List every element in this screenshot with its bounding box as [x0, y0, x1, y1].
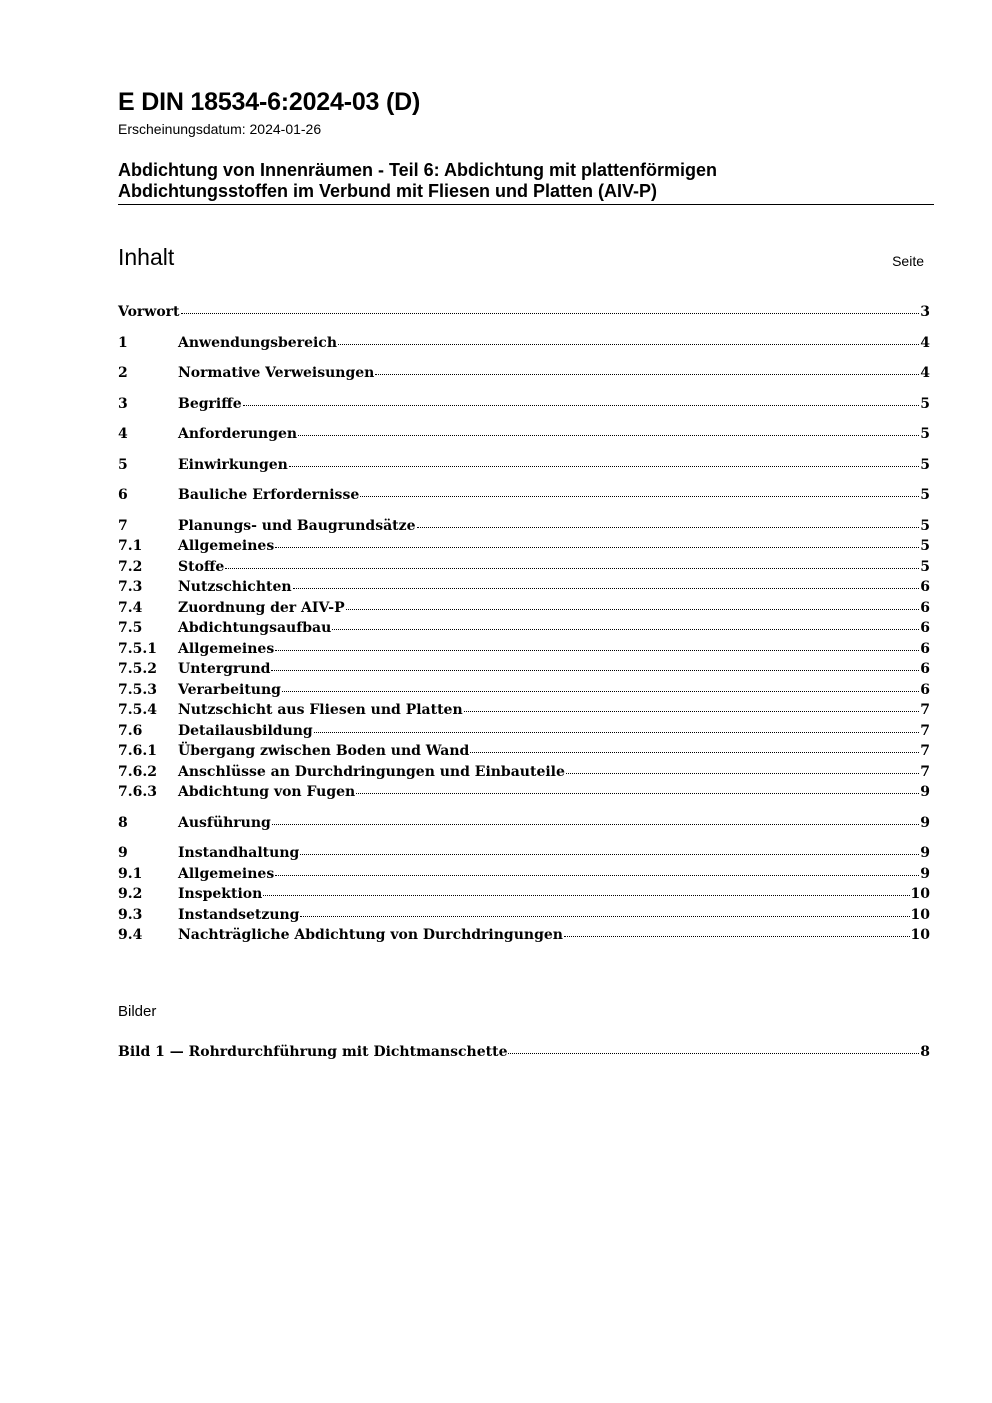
toc-dot-leader [566, 763, 919, 774]
toc-entry[interactable] [118, 843, 930, 864]
toc-entry-label: Zuordnung der AIV-P [178, 599, 345, 616]
toc-entry-number: 7.5 [118, 620, 143, 636]
figure-dot-leader [508, 1043, 919, 1054]
toc-entry-page: 10 [910, 906, 930, 923]
toc-entry[interactable] [118, 639, 930, 660]
toc-entry-page: 4 [920, 365, 930, 381]
toc-entry-page: 7 [920, 763, 930, 780]
toc-entry-label: Begriffe [178, 395, 242, 412]
toc-entry-number: 7.4 [118, 599, 143, 616]
toc-entry-label: Planungs- und Baugrundsätze [178, 517, 416, 534]
toc-entry[interactable] [118, 741, 930, 762]
toc-entry-number: 8 [118, 814, 128, 831]
toc-entry-number: 2 [118, 365, 128, 381]
publication-date: Erscheinungsdatum: 2024-01-26 [118, 121, 322, 137]
toc-entry-label: Inspektion [178, 886, 263, 902]
toc-entry-page: 6 [920, 681, 930, 698]
toc-entry-page: 5 [920, 487, 930, 503]
toc-entry-number: 9.1 [118, 865, 143, 882]
toc-entry[interactable] [118, 302, 930, 323]
toc-entry-page: 7 [920, 702, 930, 718]
toc-entry-page: 3 [920, 304, 930, 320]
toc-dot-leader [271, 660, 919, 671]
toc-dot-leader [298, 425, 919, 436]
toc-entry-label: Anforderungen [178, 426, 298, 442]
toc-entry-page: 7 [920, 743, 930, 759]
toc-entry[interactable] [118, 618, 930, 639]
toc-dot-leader [564, 926, 910, 937]
toc-entry-label: Ausführung [178, 814, 271, 831]
toc-entry-page: 6 [920, 620, 930, 636]
toc-entry-page: 4 [920, 334, 930, 351]
toc-entry[interactable] [118, 394, 930, 415]
toc-entry-label: Nutzschichten [178, 579, 292, 595]
toc-dot-leader [314, 722, 920, 733]
toc-dot-leader [346, 599, 920, 610]
toc-entry-number: 7.5.1 [118, 640, 157, 657]
contents-heading: Inhalt [118, 244, 175, 270]
toc-entry-page: 5 [920, 558, 930, 575]
toc-dot-leader [275, 537, 919, 548]
title-line-1: Abdichtung von Innenräumen - Teil 6: Abdichtung mit plattenförmigen [118, 160, 717, 180]
toc-entry-number: 7.1 [118, 538, 143, 554]
toc-entry[interactable] [118, 813, 930, 834]
toc-entry-page: 5 [920, 456, 930, 473]
toc-entry[interactable] [118, 424, 930, 445]
toc-entry[interactable] [118, 598, 930, 619]
toc-entry[interactable] [118, 516, 930, 537]
toc-entry-label: Nachträgliche Abdichtung von Durchdringungen [178, 927, 563, 943]
toc-dot-leader [289, 456, 919, 467]
toc-entry-label: Vorwort [118, 304, 180, 320]
toc-dot-leader [417, 517, 920, 528]
toc-entry-label: Allgemeines [178, 538, 275, 554]
toc-entry-label: Instandsetzung [178, 906, 300, 923]
toc-entry-label: Übergang zwischen Boden und Wand [178, 743, 470, 759]
toc-entry-number: 9 [118, 845, 128, 861]
list-of-figures [118, 1042, 930, 1063]
toc-entry-page: 9 [920, 845, 930, 861]
title-line-2: Abdichtungsstoffen im Verbund mit Fliesen und Platten (AIV-P) [118, 181, 658, 201]
toc-entry-label: Verarbeitung [178, 681, 281, 698]
toc-dot-leader [300, 906, 909, 917]
toc-entry-label: Nutzschicht aus Fliesen und Platten [178, 702, 463, 718]
toc-entry[interactable] [118, 762, 930, 783]
toc-entry-page: 6 [920, 661, 930, 677]
toc-entry-label: Allgemeines [178, 640, 275, 657]
toc-entry[interactable] [118, 864, 930, 885]
toc-dot-leader [272, 814, 919, 825]
toc-entry[interactable] [118, 577, 930, 598]
toc-entry-label: Normative Verweisungen [178, 365, 375, 381]
toc-entry-page: 6 [920, 599, 930, 616]
toc-dot-leader [275, 640, 919, 651]
toc-entry-number: 7.5.2 [118, 661, 157, 677]
toc-dot-leader [181, 303, 920, 314]
toc-dot-leader [300, 844, 919, 855]
toc-entry-page: 9 [920, 784, 930, 800]
toc-dot-leader [263, 885, 909, 896]
toc-entry-number: 9.3 [118, 906, 143, 923]
toc-entry-page: 6 [920, 640, 930, 657]
toc-entry-number: 3 [118, 395, 128, 412]
toc-entry[interactable] [118, 884, 930, 905]
toc-entry-number: 7.3 [118, 579, 143, 595]
toc-entry-number: 7.6.2 [118, 763, 157, 780]
toc-entry-number: 7.6.1 [118, 743, 157, 759]
toc-entry[interactable] [118, 721, 930, 742]
toc-entry[interactable] [118, 659, 930, 680]
toc-entry-page: 9 [920, 814, 930, 831]
toc-dot-leader [275, 865, 919, 876]
toc-entry-page: 5 [920, 395, 930, 412]
toc-entry-page: 10 [910, 927, 930, 943]
toc-entry[interactable] [118, 363, 930, 384]
document-id: E DIN 18534-6:2024-03 (D) [118, 88, 421, 116]
toc-dot-leader [332, 619, 919, 630]
toc-entry-page: 7 [920, 722, 930, 739]
toc-entry-number: 9.4 [118, 927, 143, 943]
table-of-contents [118, 302, 930, 946]
toc-entry-label: Stoffe [178, 558, 225, 575]
toc-entry-number: 7.5.3 [118, 681, 157, 698]
toc-entry[interactable] [118, 680, 930, 701]
toc-entry-number: 9.2 [118, 886, 143, 902]
page-column-label: Seite [892, 253, 924, 269]
figure-entry-page: 8 [920, 1044, 930, 1060]
toc-entry[interactable] [118, 700, 930, 721]
toc-entry-number: 7.6 [118, 722, 143, 739]
toc-entry[interactable] [118, 536, 930, 557]
toc-dot-leader [356, 783, 919, 794]
toc-entry[interactable] [118, 455, 930, 476]
toc-entry-label: Detailausbildung [178, 722, 313, 739]
toc-dot-leader [243, 395, 920, 406]
toc-entry-number: 6 [118, 487, 128, 503]
toc-dot-leader [293, 578, 920, 589]
toc-entry-label: Instandhaltung [178, 845, 300, 861]
figure-entry[interactable] [118, 1042, 930, 1063]
toc-entry-label: Allgemeines [178, 865, 275, 882]
toc-dot-leader [360, 486, 919, 497]
toc-entry-number: 7.5.4 [118, 702, 157, 718]
toc-entry-page: 6 [920, 579, 930, 595]
toc-dot-leader [282, 681, 919, 692]
toc-entry-number: 5 [118, 456, 128, 473]
toc-entry-page: 5 [920, 426, 930, 442]
toc-entry[interactable] [118, 485, 930, 506]
toc-dot-leader [225, 558, 919, 569]
toc-entry[interactable] [118, 333, 930, 354]
toc-entry-label: Einwirkungen [178, 456, 288, 473]
toc-entry-label: Anschlüsse an Durchdringungen und Einbauteile [178, 763, 565, 780]
toc-entry-number: 7.2 [118, 558, 143, 575]
toc-entry-number: 4 [118, 426, 128, 442]
toc-entry[interactable] [118, 557, 930, 578]
toc-entry-page: 10 [910, 886, 930, 902]
toc-entry-page: 9 [920, 865, 930, 882]
toc-entry-page: 5 [920, 538, 930, 554]
toc-dot-leader [375, 364, 919, 375]
figure-entry-label: Bild 1 — Rohrdurchführung mit Dichtmanschette [118, 1044, 508, 1060]
toc-entry-label: Anwendungsbereich [178, 334, 337, 351]
document-title [118, 160, 934, 205]
toc-entry[interactable] [118, 905, 930, 926]
figures-heading: Bilder [118, 1003, 157, 1020]
toc-entry-number: 1 [118, 334, 128, 351]
toc-entry-number: 7 [118, 517, 128, 534]
toc-dot-leader [464, 701, 920, 712]
toc-entry-page: 5 [920, 517, 930, 534]
toc-entry[interactable] [118, 782, 930, 803]
toc-dot-leader [338, 334, 919, 345]
toc-entry-label: Abdichtungsaufbau [178, 620, 332, 636]
toc-entry-label: Bauliche Erfordernisse [178, 487, 360, 503]
toc-entry[interactable] [118, 925, 930, 946]
toc-entry-number: 7.6.3 [118, 784, 157, 800]
toc-entry-label: Untergrund [178, 661, 271, 677]
toc-dot-leader [470, 742, 919, 753]
toc-entry-label: Abdichtung von Fugen [178, 784, 356, 800]
